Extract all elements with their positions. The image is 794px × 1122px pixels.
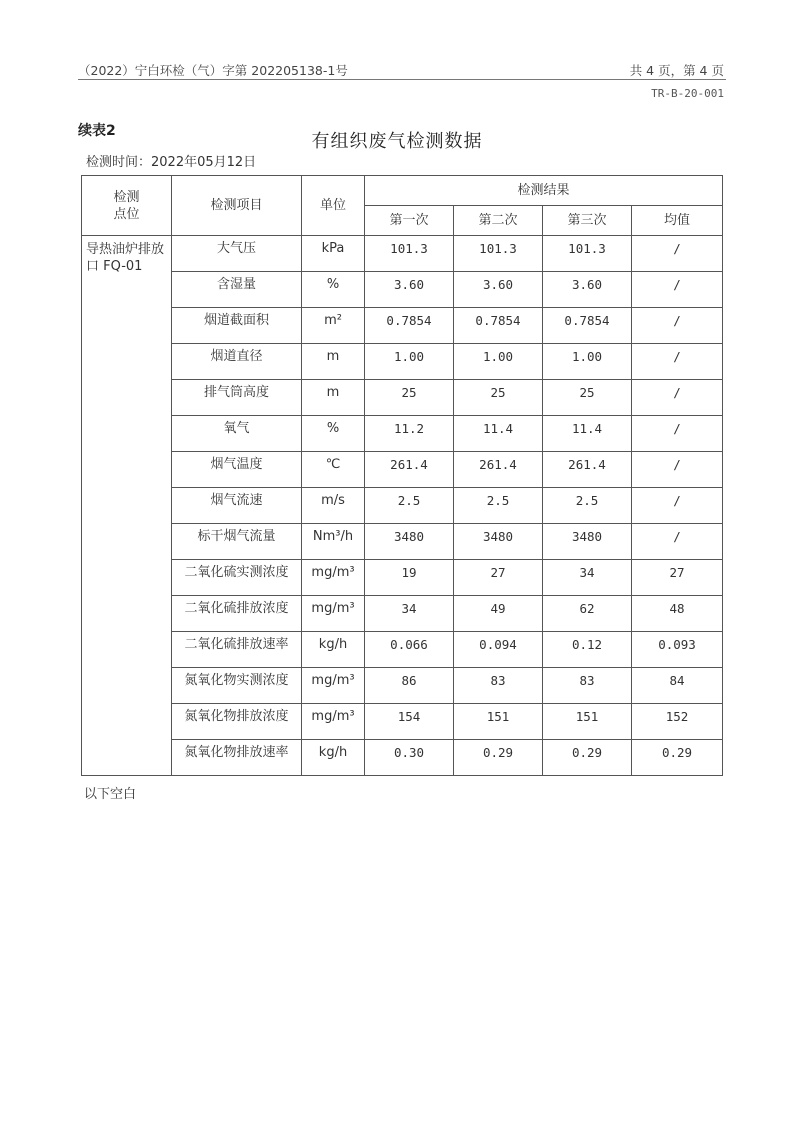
first-result-cell: 0.30 — [365, 740, 454, 776]
table-continuation-label: 续表2 — [78, 123, 116, 139]
average-cell: 152 — [632, 704, 723, 740]
unit-cell: mg/m³ — [302, 560, 365, 596]
table-row — [82, 740, 723, 776]
first-result-cell: 2.5 — [365, 488, 454, 524]
third-result-cell: 0.12 — [543, 632, 632, 668]
first-result-cell: 25 — [365, 380, 454, 416]
first-result-cell: 86 — [365, 668, 454, 704]
unit-cell: % — [302, 416, 365, 452]
second-result-cell: 27 — [454, 560, 543, 596]
table-row — [82, 452, 723, 488]
second-result-cell: 1.00 — [454, 344, 543, 380]
third-result-cell: 1.00 — [543, 344, 632, 380]
table-row — [82, 236, 723, 272]
average-cell: 27 — [632, 560, 723, 596]
second-result-cell: 2.5 — [454, 488, 543, 524]
item-cell: 烟道截面积 — [172, 308, 302, 344]
third-result-cell: 25 — [543, 380, 632, 416]
unit-cell: ℃ — [302, 452, 365, 488]
col-header-first: 第一次 — [365, 206, 454, 236]
col-header-second: 第二次 — [454, 206, 543, 236]
second-result-cell: 11.4 — [454, 416, 543, 452]
third-result-cell: 11.4 — [543, 416, 632, 452]
first-result-cell: 19 — [365, 560, 454, 596]
second-result-cell: 3480 — [454, 524, 543, 560]
item-cell: 大气压 — [172, 236, 302, 272]
item-cell: 烟气流速 — [172, 488, 302, 524]
emissions-table-container — [81, 175, 722, 776]
unit-cell: mg/m³ — [302, 668, 365, 704]
first-result-cell: 154 — [365, 704, 454, 740]
item-cell: 排气筒高度 — [172, 380, 302, 416]
second-result-cell: 49 — [454, 596, 543, 632]
first-result-cell: 3480 — [365, 524, 454, 560]
item-cell: 氮氧化物排放浓度 — [172, 704, 302, 740]
first-result-cell: 0.066 — [365, 632, 454, 668]
first-result-cell: 11.2 — [365, 416, 454, 452]
first-result-cell: 0.7854 — [365, 308, 454, 344]
col-header-point: 检测 点位 — [82, 176, 172, 236]
third-result-cell: 261.4 — [543, 452, 632, 488]
average-cell: / — [632, 272, 723, 308]
second-result-cell: 3.60 — [454, 272, 543, 308]
header-divider — [78, 79, 726, 80]
item-cell: 二氧化硫排放浓度 — [172, 596, 302, 632]
third-result-cell: 101.3 — [543, 236, 632, 272]
average-cell: 48 — [632, 596, 723, 632]
table-row — [82, 560, 723, 596]
first-result-cell: 261.4 — [365, 452, 454, 488]
table-row — [82, 632, 723, 668]
item-cell: 氧气 — [172, 416, 302, 452]
average-cell: / — [632, 380, 723, 416]
table-row — [82, 344, 723, 380]
third-result-cell: 3.60 — [543, 272, 632, 308]
third-result-cell: 0.7854 — [543, 308, 632, 344]
average-cell: / — [632, 524, 723, 560]
first-result-cell: 1.00 — [365, 344, 454, 380]
end-of-data-note: 以下空白 — [84, 787, 137, 802]
item-cell: 氮氧化物排放速率 — [172, 740, 302, 776]
table-row — [82, 488, 723, 524]
unit-cell: kPa — [302, 236, 365, 272]
table-row — [82, 308, 723, 344]
table-row — [82, 416, 723, 452]
first-result-cell: 34 — [365, 596, 454, 632]
second-result-cell: 0.094 — [454, 632, 543, 668]
table-row — [82, 272, 723, 308]
unit-cell: kg/h — [302, 632, 365, 668]
unit-cell: kg/h — [302, 740, 365, 776]
third-result-cell: 2.5 — [543, 488, 632, 524]
second-result-cell: 261.4 — [454, 452, 543, 488]
unit-cell: mg/m³ — [302, 704, 365, 740]
unit-cell: % — [302, 272, 365, 308]
item-cell: 二氧化硫排放速率 — [172, 632, 302, 668]
sampling-point-cell: 导热油炉排放口 FQ-01 — [82, 236, 172, 776]
col-header-third: 第三次 — [543, 206, 632, 236]
second-result-cell: 83 — [454, 668, 543, 704]
item-cell: 二氧化硫实测浓度 — [172, 560, 302, 596]
emissions-data-table — [81, 175, 723, 776]
third-result-cell: 34 — [543, 560, 632, 596]
third-result-cell: 151 — [543, 704, 632, 740]
first-result-cell: 101.3 — [365, 236, 454, 272]
average-cell: / — [632, 308, 723, 344]
table-row — [82, 524, 723, 560]
col-header-unit: 单位 — [302, 176, 365, 236]
report-number: （2022）宁白环检（气）字第 202205138-1号 — [78, 63, 348, 78]
second-result-cell: 25 — [454, 380, 543, 416]
test-date: 检测时间：2022年05月12日 — [86, 155, 257, 170]
third-result-cell: 62 — [543, 596, 632, 632]
item-cell: 标干烟气流量 — [172, 524, 302, 560]
second-result-cell: 151 — [454, 704, 543, 740]
unit-cell: m/s — [302, 488, 365, 524]
table-row — [82, 668, 723, 704]
form-code: TR-B-20-001 — [651, 87, 724, 100]
col-header-item: 检测项目 — [172, 176, 302, 236]
item-cell: 含湿量 — [172, 272, 302, 308]
unit-cell: m — [302, 344, 365, 380]
item-cell: 烟气温度 — [172, 452, 302, 488]
item-cell: 烟道直径 — [172, 344, 302, 380]
table-row — [82, 704, 723, 740]
average-cell: / — [632, 344, 723, 380]
first-result-cell: 3.60 — [365, 272, 454, 308]
third-result-cell: 3480 — [543, 524, 632, 560]
item-cell: 氮氧化物实测浓度 — [172, 668, 302, 704]
table-row — [82, 596, 723, 632]
average-cell: / — [632, 236, 723, 272]
third-result-cell: 0.29 — [543, 740, 632, 776]
unit-cell: Nm³/h — [302, 524, 365, 560]
unit-cell: m² — [302, 308, 365, 344]
unit-cell: m — [302, 380, 365, 416]
table-body — [82, 236, 723, 776]
second-result-cell: 0.29 — [454, 740, 543, 776]
second-result-cell: 101.3 — [454, 236, 543, 272]
col-header-results: 检测结果 — [365, 176, 723, 206]
average-cell: 84 — [632, 668, 723, 704]
page-indicator: 共 4 页，第 4 页 — [629, 63, 724, 78]
col-header-average: 均值 — [632, 206, 723, 236]
unit-cell: mg/m³ — [302, 596, 365, 632]
average-cell: 0.093 — [632, 632, 723, 668]
second-result-cell: 0.7854 — [454, 308, 543, 344]
table-row — [82, 380, 723, 416]
average-cell: 0.29 — [632, 740, 723, 776]
average-cell: / — [632, 416, 723, 452]
page-title: 有组织废气检测数据 — [311, 131, 483, 152]
average-cell: / — [632, 452, 723, 488]
third-result-cell: 83 — [543, 668, 632, 704]
average-cell: / — [632, 488, 723, 524]
